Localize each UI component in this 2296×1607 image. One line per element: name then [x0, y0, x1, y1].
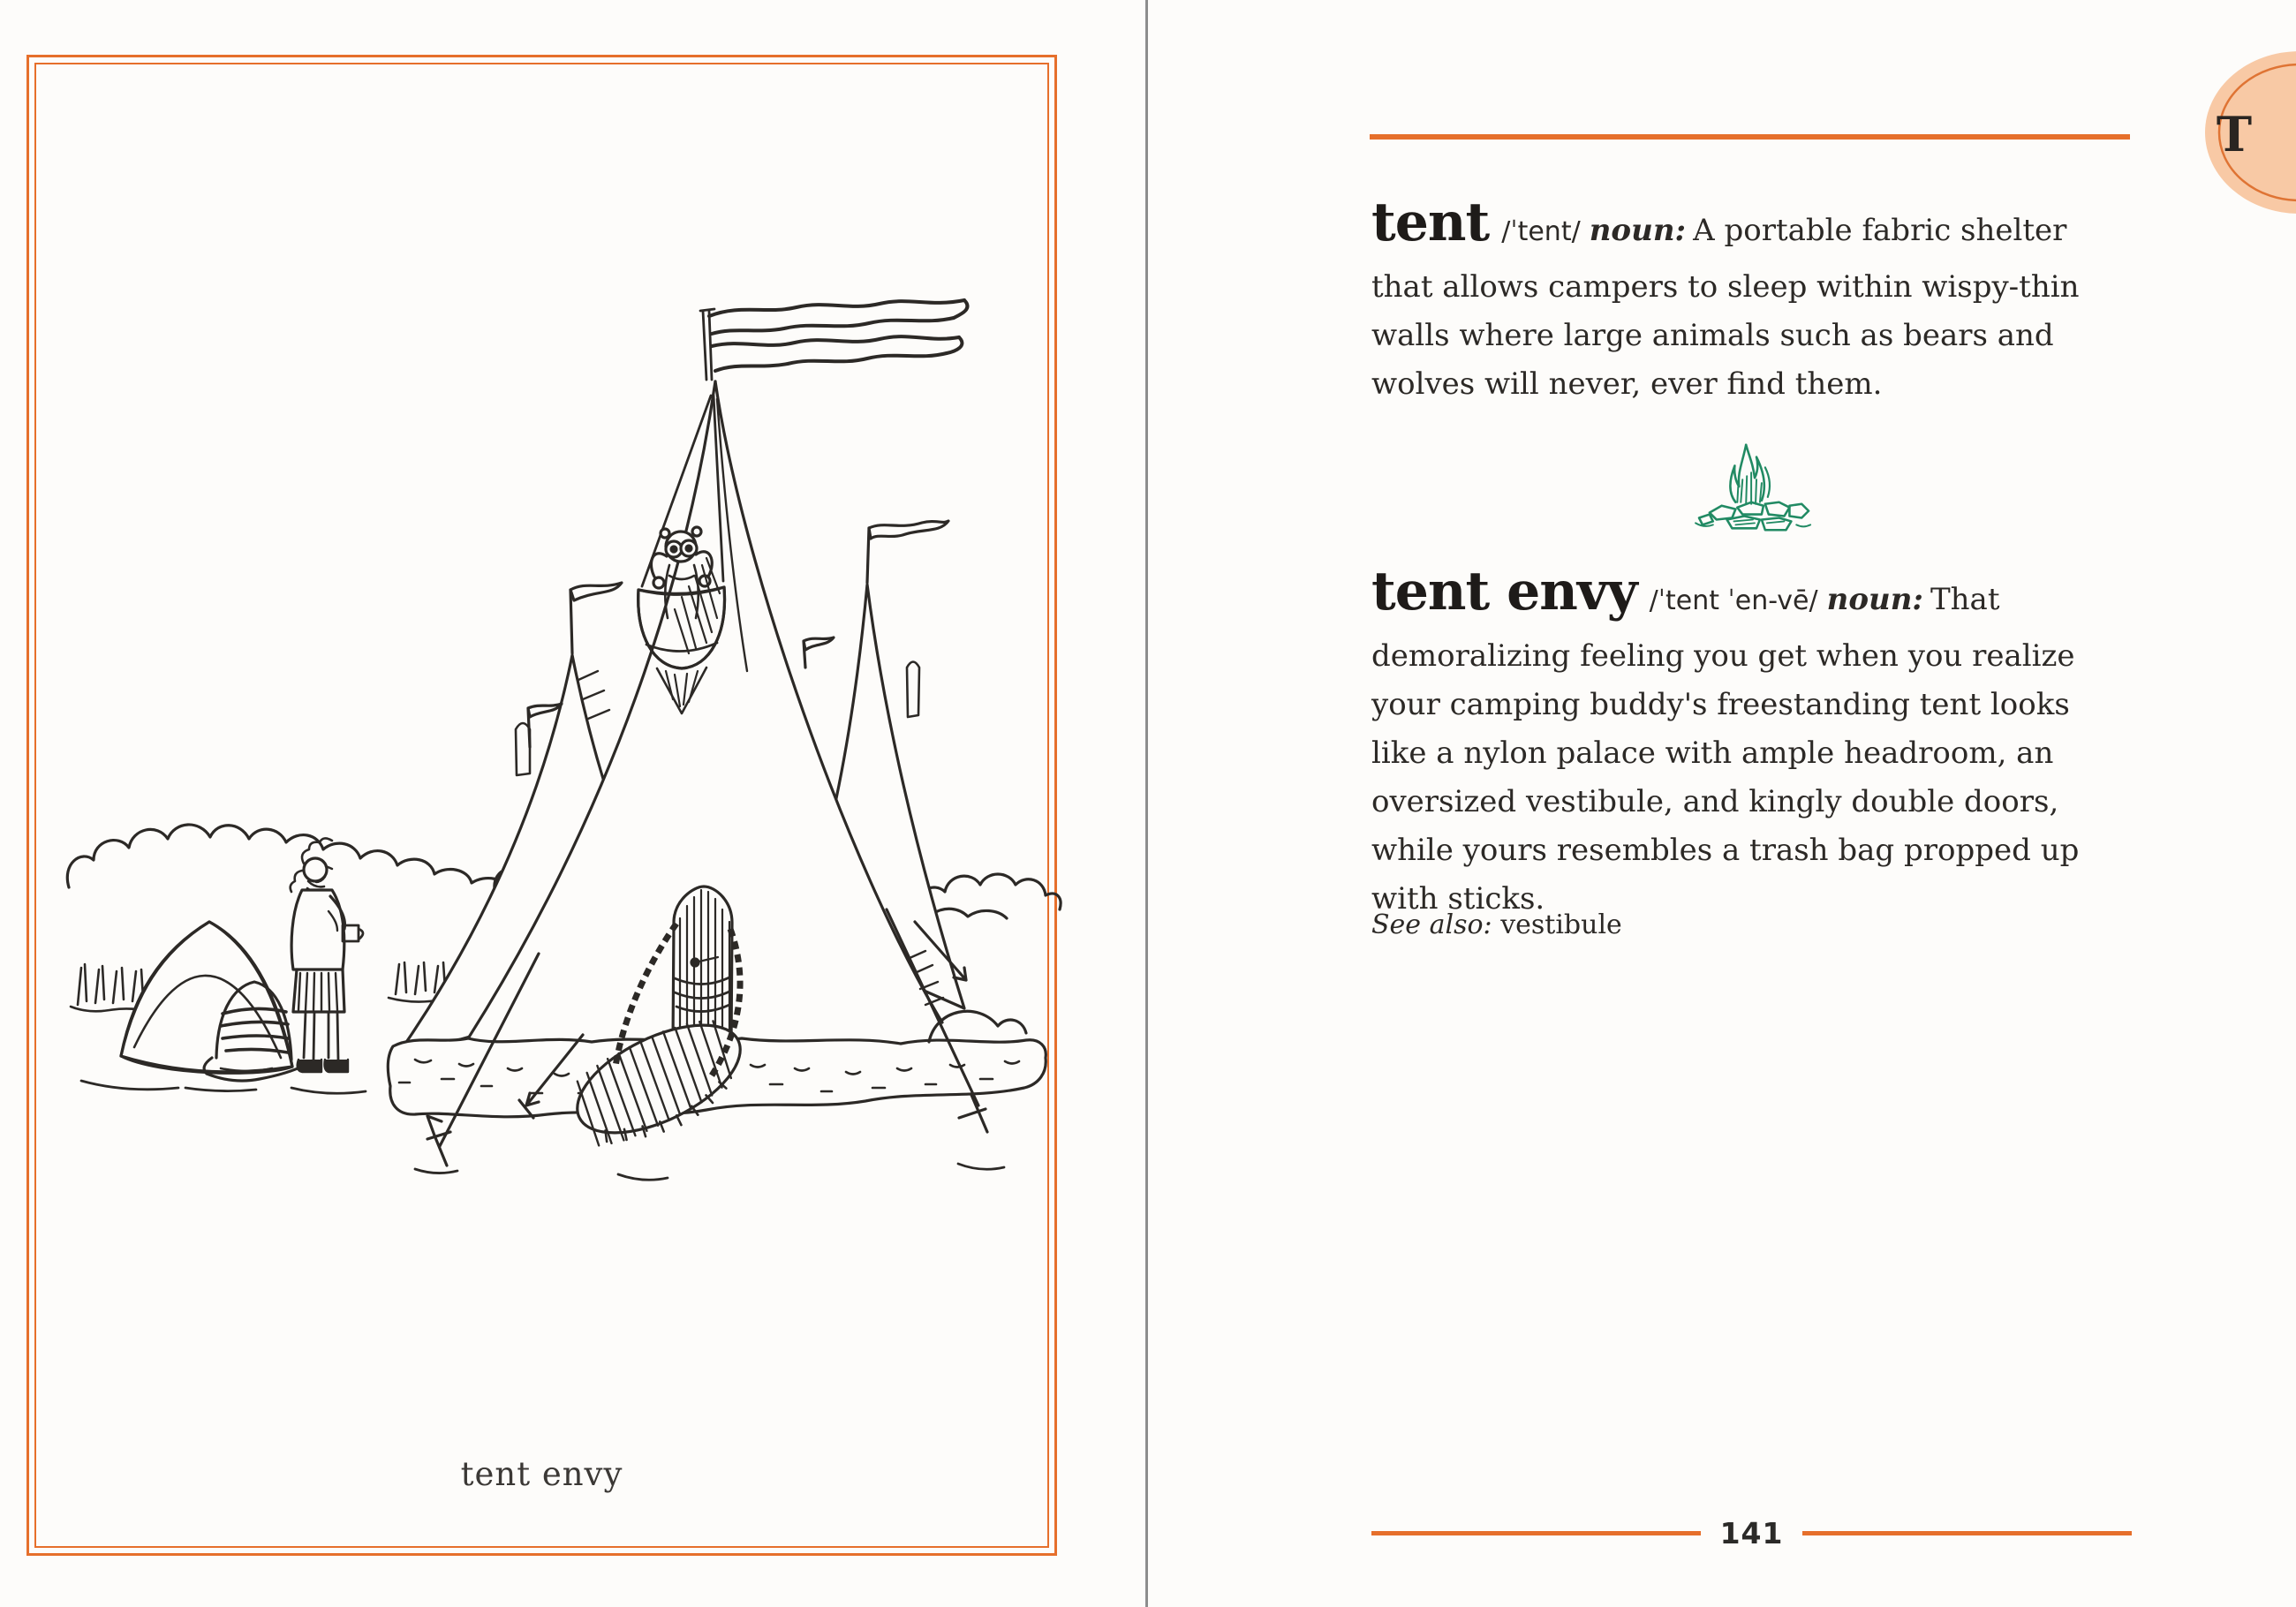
phonetic: /ˈtent/	[1501, 216, 1581, 247]
definition-line: oversized vestibule, and kingly double doors,	[1371, 784, 2059, 819]
footer-rule-right	[1802, 1531, 2132, 1535]
part-of-speech: noun:	[1826, 582, 1923, 617]
definition-line: wolves will never, ever find them.	[1371, 366, 1883, 402]
headword: tent envy	[1371, 561, 1637, 622]
see-also	[1371, 909, 1622, 940]
entry-tent-envy	[1371, 561, 2184, 924]
definition-line: with sticks.	[1371, 881, 1545, 917]
page-number: 141	[1719, 1515, 1784, 1550]
headword: tent	[1371, 192, 1490, 253]
page-footer	[1371, 1512, 2132, 1554]
part-of-speech: noun:	[1589, 213, 1687, 248]
tab-letter: T	[2216, 106, 2253, 162]
definition-line: walls where large animals such as bears and	[1371, 318, 2054, 353]
phonetic: /ˈtent ˈen-vē/	[1649, 585, 1818, 616]
definition-line: your camping buddy's freestanding tent looks	[1371, 687, 2070, 722]
definition-start: A portable fabric shelter	[1693, 213, 2067, 248]
see-also-term: vestibule	[1500, 909, 1622, 940]
right-page	[1148, 0, 2296, 1607]
definition-line: while yours resembles a trash bag propped up	[1371, 833, 2080, 868]
entry-tent	[1371, 192, 2184, 409]
top-rule	[1370, 134, 2130, 140]
definition-line: like a nylon palace with ample headroom, an	[1371, 736, 2054, 771]
footer-rule-left	[1371, 1531, 1701, 1535]
entry-first-line	[1371, 192, 2184, 263]
definition-line: demoralizing feeling you get when you realize	[1371, 638, 2075, 674]
entry-first-line	[1371, 561, 2184, 632]
thumb-tab	[2190, 35, 2296, 230]
definition-start: That	[1930, 582, 2000, 617]
illustration-caption: tent envy	[460, 1455, 623, 1493]
definition-line: that allows campers to sleep within wispy-thin	[1371, 269, 2080, 305]
see-also-label: See also:	[1371, 909, 1492, 940]
campfire-icon	[1692, 433, 1823, 546]
